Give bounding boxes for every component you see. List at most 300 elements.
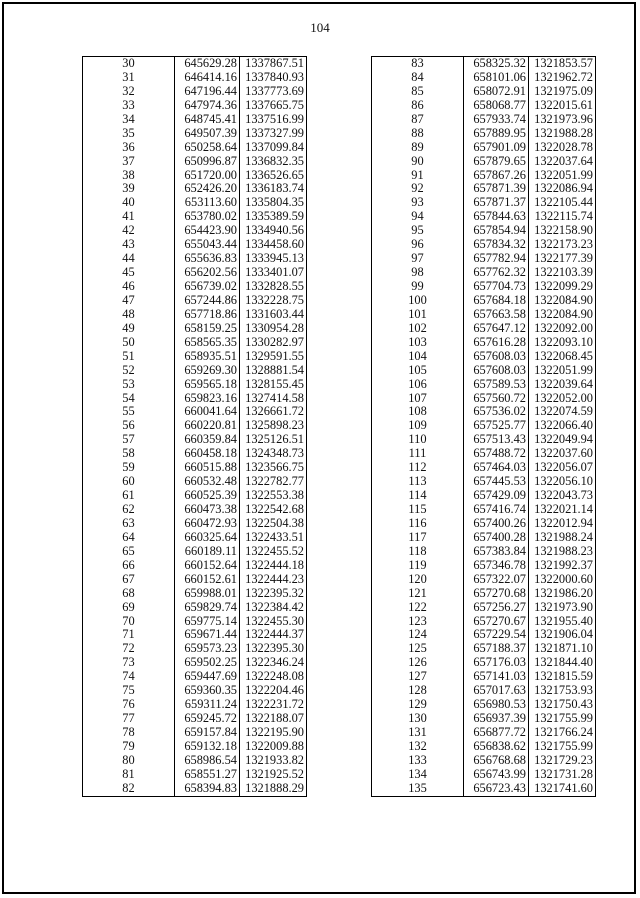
table-row xyxy=(372,670,596,684)
y-coordinate-cell: 1322012.94 xyxy=(529,517,596,531)
point-number-cell: 30 xyxy=(83,57,175,71)
x-coordinate-cell: 657536.02 xyxy=(464,405,529,419)
point-number-cell: 59 xyxy=(83,461,175,475)
y-coordinate-cell: 1335389.59 xyxy=(240,210,307,224)
x-coordinate-cell: 657416.74 xyxy=(464,503,529,517)
point-number-cell: 114 xyxy=(372,489,464,503)
point-number-cell: 97 xyxy=(372,252,464,266)
point-number-cell: 124 xyxy=(372,628,464,642)
x-coordinate-cell: 656723.43 xyxy=(464,782,529,796)
y-coordinate-cell: 1323566.75 xyxy=(240,461,307,475)
y-coordinate-cell: 1322051.99 xyxy=(529,364,596,378)
table-row xyxy=(83,350,307,364)
y-coordinate-cell: 1337665.75 xyxy=(240,99,307,113)
y-coordinate-cell: 1322009.88 xyxy=(240,740,307,754)
point-number-cell: 42 xyxy=(83,224,175,238)
point-number-cell: 93 xyxy=(372,196,464,210)
x-coordinate-cell: 656877.72 xyxy=(464,726,529,740)
table-row xyxy=(83,433,307,447)
table-row xyxy=(372,169,596,183)
point-number-cell: 37 xyxy=(83,155,175,169)
point-number-cell: 67 xyxy=(83,573,175,587)
table-row xyxy=(372,461,596,475)
y-coordinate-cell: 1332828.55 xyxy=(240,280,307,294)
table-row xyxy=(83,754,307,768)
table-row xyxy=(83,238,307,252)
table-row xyxy=(83,489,307,503)
table-row xyxy=(372,238,596,252)
x-coordinate-cell: 658159.25 xyxy=(175,322,240,336)
table-row xyxy=(83,517,307,531)
x-coordinate-cell: 659245.72 xyxy=(175,712,240,726)
table-row xyxy=(372,517,596,531)
table-row xyxy=(83,169,307,183)
y-coordinate-cell: 1321988.24 xyxy=(529,531,596,545)
table-row xyxy=(372,392,596,406)
point-number-cell: 44 xyxy=(83,252,175,266)
table-row xyxy=(83,85,307,99)
point-number-cell: 126 xyxy=(372,656,464,670)
point-number-cell: 32 xyxy=(83,85,175,99)
x-coordinate-cell: 655636.83 xyxy=(175,252,240,266)
point-number-cell: 134 xyxy=(372,768,464,782)
y-coordinate-cell: 1322346.24 xyxy=(240,656,307,670)
y-coordinate-cell: 1322028.78 xyxy=(529,141,596,155)
point-number-cell: 77 xyxy=(83,712,175,726)
y-coordinate-cell: 1321933.82 xyxy=(240,754,307,768)
point-number-cell: 111 xyxy=(372,447,464,461)
table-row xyxy=(83,127,307,141)
y-coordinate-cell: 1322015.61 xyxy=(529,99,596,113)
y-coordinate-cell: 1322248.08 xyxy=(240,670,307,684)
table-row xyxy=(83,461,307,475)
table-row xyxy=(372,141,596,155)
table-row xyxy=(83,99,307,113)
y-coordinate-cell: 1321755.99 xyxy=(529,740,596,754)
x-coordinate-cell: 659311.24 xyxy=(175,698,240,712)
point-number-cell: 119 xyxy=(372,559,464,573)
x-coordinate-cell: 657346.78 xyxy=(464,559,529,573)
y-coordinate-cell: 1322782.77 xyxy=(240,475,307,489)
y-coordinate-cell: 1322086.94 xyxy=(529,182,596,196)
x-coordinate-cell: 660189.11 xyxy=(175,545,240,559)
x-coordinate-cell: 657608.03 xyxy=(464,364,529,378)
table-row xyxy=(372,628,596,642)
point-number-cell: 54 xyxy=(83,392,175,406)
y-coordinate-cell: 1321906.04 xyxy=(529,628,596,642)
x-coordinate-cell: 660152.64 xyxy=(175,559,240,573)
point-number-cell: 118 xyxy=(372,545,464,559)
table-row xyxy=(372,545,596,559)
table-row xyxy=(372,196,596,210)
y-coordinate-cell: 1322444.23 xyxy=(240,573,307,587)
y-coordinate-cell: 1322056.07 xyxy=(529,461,596,475)
y-coordinate-cell: 1337773.69 xyxy=(240,85,307,99)
y-coordinate-cell: 1321988.28 xyxy=(529,127,596,141)
x-coordinate-cell: 657525.77 xyxy=(464,419,529,433)
y-coordinate-cell: 1321750.43 xyxy=(529,698,596,712)
point-number-cell: 81 xyxy=(83,768,175,782)
y-coordinate-cell: 1337840.93 xyxy=(240,71,307,85)
x-coordinate-cell: 657445.53 xyxy=(464,475,529,489)
y-coordinate-cell: 1321955.40 xyxy=(529,615,596,629)
y-coordinate-cell: 1322231.72 xyxy=(240,698,307,712)
point-number-cell: 69 xyxy=(83,601,175,615)
table-row xyxy=(372,127,596,141)
point-number-cell: 49 xyxy=(83,322,175,336)
x-coordinate-cell: 659157.84 xyxy=(175,726,240,740)
point-number-cell: 133 xyxy=(372,754,464,768)
x-coordinate-cell: 647974.36 xyxy=(175,99,240,113)
point-number-cell: 94 xyxy=(372,210,464,224)
y-coordinate-cell: 1332228.75 xyxy=(240,294,307,308)
point-number-cell: 43 xyxy=(83,238,175,252)
x-coordinate-cell: 659565.18 xyxy=(175,378,240,392)
table-row xyxy=(83,419,307,433)
y-coordinate-cell: 1326661.72 xyxy=(240,405,307,419)
point-number-cell: 62 xyxy=(83,503,175,517)
point-number-cell: 88 xyxy=(372,127,464,141)
point-number-cell: 40 xyxy=(83,196,175,210)
y-coordinate-cell: 1322204.46 xyxy=(240,684,307,698)
x-coordinate-cell: 659573.23 xyxy=(175,642,240,656)
x-coordinate-cell: 660525.39 xyxy=(175,489,240,503)
point-number-cell: 129 xyxy=(372,698,464,712)
point-number-cell: 60 xyxy=(83,475,175,489)
table-row xyxy=(372,266,596,280)
point-number-cell: 52 xyxy=(83,364,175,378)
x-coordinate-cell: 658565.35 xyxy=(175,336,240,350)
x-coordinate-cell: 658068.77 xyxy=(464,99,529,113)
table-row xyxy=(372,71,596,85)
x-coordinate-cell: 654423.90 xyxy=(175,224,240,238)
point-number-cell: 123 xyxy=(372,615,464,629)
y-coordinate-cell: 1322158.90 xyxy=(529,224,596,238)
x-coordinate-cell: 657513.43 xyxy=(464,433,529,447)
point-number-cell: 86 xyxy=(372,99,464,113)
y-coordinate-cell: 1322542.68 xyxy=(240,503,307,517)
point-number-cell: 72 xyxy=(83,642,175,656)
point-number-cell: 83 xyxy=(372,57,464,71)
point-number-cell: 135 xyxy=(372,782,464,796)
point-number-cell: 76 xyxy=(83,698,175,712)
x-coordinate-cell: 660220.81 xyxy=(175,419,240,433)
x-coordinate-cell: 659269.30 xyxy=(175,364,240,378)
point-number-cell: 48 xyxy=(83,308,175,322)
x-coordinate-cell: 658072.91 xyxy=(464,85,529,99)
x-coordinate-cell: 657762.32 xyxy=(464,266,529,280)
table-row xyxy=(83,113,307,127)
y-coordinate-cell: 1322074.59 xyxy=(529,405,596,419)
point-number-cell: 113 xyxy=(372,475,464,489)
table-row xyxy=(83,628,307,642)
point-number-cell: 82 xyxy=(83,782,175,796)
point-number-cell: 61 xyxy=(83,489,175,503)
y-coordinate-cell: 1322043.73 xyxy=(529,489,596,503)
y-coordinate-cell: 1322084.90 xyxy=(529,308,596,322)
x-coordinate-cell: 657589.53 xyxy=(464,378,529,392)
y-coordinate-cell: 1322384.42 xyxy=(240,601,307,615)
y-coordinate-cell: 1321973.90 xyxy=(529,601,596,615)
y-coordinate-cell: 1330282.97 xyxy=(240,336,307,350)
x-coordinate-cell: 657684.18 xyxy=(464,294,529,308)
table-row xyxy=(372,210,596,224)
point-number-cell: 78 xyxy=(83,726,175,740)
point-number-cell: 117 xyxy=(372,531,464,545)
point-number-cell: 131 xyxy=(372,726,464,740)
y-coordinate-cell: 1322000.60 xyxy=(529,573,596,587)
y-coordinate-cell: 1322455.52 xyxy=(240,545,307,559)
point-number-cell: 50 xyxy=(83,336,175,350)
table-row xyxy=(372,155,596,169)
table-row xyxy=(83,601,307,615)
x-coordinate-cell: 660041.64 xyxy=(175,405,240,419)
y-coordinate-cell: 1322173.23 xyxy=(529,238,596,252)
point-number-cell: 45 xyxy=(83,266,175,280)
table-row xyxy=(372,336,596,350)
y-coordinate-cell: 1321888.29 xyxy=(240,782,307,796)
table-row xyxy=(83,252,307,266)
x-coordinate-cell: 657718.86 xyxy=(175,308,240,322)
table-row xyxy=(372,364,596,378)
table-row xyxy=(372,308,596,322)
table-row xyxy=(83,322,307,336)
point-number-cell: 92 xyxy=(372,182,464,196)
table-row xyxy=(372,782,596,796)
point-number-cell: 34 xyxy=(83,113,175,127)
y-coordinate-cell: 1322037.60 xyxy=(529,447,596,461)
y-coordinate-cell: 1322553.38 xyxy=(240,489,307,503)
table-row xyxy=(83,364,307,378)
y-coordinate-cell: 1337327.99 xyxy=(240,127,307,141)
table-row xyxy=(83,141,307,155)
y-coordinate-cell: 1331603.44 xyxy=(240,308,307,322)
y-coordinate-cell: 1322066.40 xyxy=(529,419,596,433)
y-coordinate-cell: 1336183.74 xyxy=(240,182,307,196)
point-number-cell: 127 xyxy=(372,670,464,684)
y-coordinate-cell: 1321992.37 xyxy=(529,559,596,573)
y-coordinate-cell: 1322099.29 xyxy=(529,280,596,294)
table-row xyxy=(372,726,596,740)
x-coordinate-cell: 660472.93 xyxy=(175,517,240,531)
y-coordinate-cell: 1322084.90 xyxy=(529,294,596,308)
y-coordinate-cell: 1321753.93 xyxy=(529,684,596,698)
x-coordinate-cell: 657871.39 xyxy=(464,182,529,196)
x-coordinate-cell: 657560.72 xyxy=(464,392,529,406)
y-coordinate-cell: 1321729.23 xyxy=(529,754,596,768)
table-row xyxy=(372,294,596,308)
x-coordinate-cell: 657270.67 xyxy=(464,615,529,629)
point-number-cell: 64 xyxy=(83,531,175,545)
y-coordinate-cell: 1333401.07 xyxy=(240,266,307,280)
x-coordinate-cell: 656743.99 xyxy=(464,768,529,782)
x-coordinate-cell: 656739.02 xyxy=(175,280,240,294)
y-coordinate-cell: 1324348.73 xyxy=(240,447,307,461)
x-coordinate-cell: 657229.54 xyxy=(464,628,529,642)
x-coordinate-cell: 657256.27 xyxy=(464,601,529,615)
y-coordinate-cell: 1336832.35 xyxy=(240,155,307,169)
table-row xyxy=(83,405,307,419)
y-coordinate-cell: 1321844.40 xyxy=(529,656,596,670)
point-number-cell: 132 xyxy=(372,740,464,754)
y-coordinate-cell: 1322051.99 xyxy=(529,169,596,183)
point-number-cell: 110 xyxy=(372,433,464,447)
point-number-cell: 65 xyxy=(83,545,175,559)
y-coordinate-cell: 1322103.39 xyxy=(529,266,596,280)
page-number: 104 xyxy=(310,20,330,35)
table-row xyxy=(372,531,596,545)
x-coordinate-cell: 657141.03 xyxy=(464,670,529,684)
table-row xyxy=(372,587,596,601)
y-coordinate-cell: 1322395.30 xyxy=(240,642,307,656)
point-number-cell: 91 xyxy=(372,169,464,183)
table-row xyxy=(83,531,307,545)
y-coordinate-cell: 1322455.30 xyxy=(240,615,307,629)
point-number-cell: 80 xyxy=(83,754,175,768)
table-row xyxy=(372,642,596,656)
y-coordinate-cell: 1321973.96 xyxy=(529,113,596,127)
table-row xyxy=(83,726,307,740)
x-coordinate-cell: 659671.44 xyxy=(175,628,240,642)
x-coordinate-cell: 656937.39 xyxy=(464,712,529,726)
y-coordinate-cell: 1322444.18 xyxy=(240,559,307,573)
x-coordinate-cell: 657844.63 xyxy=(464,210,529,224)
y-coordinate-cell: 1321986.20 xyxy=(529,587,596,601)
table-row xyxy=(372,656,596,670)
x-coordinate-cell: 646414.16 xyxy=(175,71,240,85)
point-number-cell: 73 xyxy=(83,656,175,670)
point-number-cell: 56 xyxy=(83,419,175,433)
y-coordinate-cell: 1322093.10 xyxy=(529,336,596,350)
table-row xyxy=(83,587,307,601)
table-row xyxy=(372,280,596,294)
point-number-cell: 71 xyxy=(83,628,175,642)
point-number-cell: 128 xyxy=(372,684,464,698)
point-number-cell: 33 xyxy=(83,99,175,113)
point-number-cell: 107 xyxy=(372,392,464,406)
table-row xyxy=(372,419,596,433)
point-number-cell: 100 xyxy=(372,294,464,308)
x-coordinate-cell: 657933.74 xyxy=(464,113,529,127)
point-number-cell: 31 xyxy=(83,71,175,85)
table-row xyxy=(372,405,596,419)
table-row xyxy=(372,85,596,99)
y-coordinate-cell: 1333945.13 xyxy=(240,252,307,266)
table-row xyxy=(83,670,307,684)
table-row xyxy=(83,656,307,670)
table-row xyxy=(372,698,596,712)
x-coordinate-cell: 659502.25 xyxy=(175,656,240,670)
table-row xyxy=(83,378,307,392)
coordinate-table-right xyxy=(371,56,596,797)
point-number-cell: 46 xyxy=(83,280,175,294)
x-coordinate-cell: 657188.37 xyxy=(464,642,529,656)
table-row xyxy=(83,503,307,517)
point-number-cell: 51 xyxy=(83,350,175,364)
point-number-cell: 108 xyxy=(372,405,464,419)
x-coordinate-cell: 657834.32 xyxy=(464,238,529,252)
y-coordinate-cell: 1329591.55 xyxy=(240,350,307,364)
y-coordinate-cell: 1321988.23 xyxy=(529,545,596,559)
x-coordinate-cell: 650258.64 xyxy=(175,141,240,155)
point-number-cell: 122 xyxy=(372,601,464,615)
table-row xyxy=(372,350,596,364)
point-number-cell: 116 xyxy=(372,517,464,531)
point-number-cell: 47 xyxy=(83,294,175,308)
table-row xyxy=(83,196,307,210)
table-row xyxy=(83,559,307,573)
table-row xyxy=(372,615,596,629)
x-coordinate-cell: 658935.51 xyxy=(175,350,240,364)
y-coordinate-cell: 1321925.52 xyxy=(240,768,307,782)
table-row xyxy=(372,322,596,336)
point-number-cell: 68 xyxy=(83,587,175,601)
y-coordinate-cell: 1337867.51 xyxy=(240,57,307,71)
y-coordinate-cell: 1321871.10 xyxy=(529,642,596,656)
x-coordinate-cell: 660515.88 xyxy=(175,461,240,475)
point-number-cell: 39 xyxy=(83,182,175,196)
x-coordinate-cell: 657488.72 xyxy=(464,447,529,461)
table-row xyxy=(83,573,307,587)
table-row xyxy=(83,447,307,461)
y-coordinate-cell: 1337099.84 xyxy=(240,141,307,155)
y-coordinate-cell: 1322188.07 xyxy=(240,712,307,726)
table-row xyxy=(372,573,596,587)
y-coordinate-cell: 1322021.14 xyxy=(529,503,596,517)
y-coordinate-cell: 1337516.99 xyxy=(240,113,307,127)
table-row xyxy=(372,252,596,266)
point-number-cell: 115 xyxy=(372,503,464,517)
point-number-cell: 63 xyxy=(83,517,175,531)
x-coordinate-cell: 657889.95 xyxy=(464,127,529,141)
y-coordinate-cell: 1335804.35 xyxy=(240,196,307,210)
table-row xyxy=(372,489,596,503)
point-number-cell: 75 xyxy=(83,684,175,698)
point-number-cell: 35 xyxy=(83,127,175,141)
x-coordinate-cell: 659360.35 xyxy=(175,684,240,698)
x-coordinate-cell: 657854.94 xyxy=(464,224,529,238)
table-row xyxy=(83,336,307,350)
table-row xyxy=(372,99,596,113)
point-number-cell: 102 xyxy=(372,322,464,336)
y-coordinate-cell: 1321962.72 xyxy=(529,71,596,85)
y-coordinate-cell: 1322115.74 xyxy=(529,210,596,224)
x-coordinate-cell: 658986.54 xyxy=(175,754,240,768)
point-number-cell: 99 xyxy=(372,280,464,294)
table-row xyxy=(372,433,596,447)
x-coordinate-cell: 659988.01 xyxy=(175,587,240,601)
x-coordinate-cell: 651720.00 xyxy=(175,169,240,183)
x-coordinate-cell: 652426.20 xyxy=(175,182,240,196)
y-coordinate-cell: 1321741.60 xyxy=(529,782,596,796)
point-number-cell: 85 xyxy=(372,85,464,99)
x-coordinate-cell: 657616.28 xyxy=(464,336,529,350)
table-row xyxy=(83,392,307,406)
y-coordinate-cell: 1322049.94 xyxy=(529,433,596,447)
point-number-cell: 121 xyxy=(372,587,464,601)
point-number-cell: 104 xyxy=(372,350,464,364)
y-coordinate-cell: 1322092.00 xyxy=(529,322,596,336)
y-coordinate-cell: 1322037.64 xyxy=(529,155,596,169)
y-coordinate-cell: 1328155.45 xyxy=(240,378,307,392)
table-row xyxy=(83,740,307,754)
x-coordinate-cell: 657663.58 xyxy=(464,308,529,322)
y-coordinate-cell: 1336526.65 xyxy=(240,169,307,183)
table-row xyxy=(83,768,307,782)
x-coordinate-cell: 658325.32 xyxy=(464,57,529,71)
table-row xyxy=(372,475,596,489)
table-row xyxy=(372,182,596,196)
